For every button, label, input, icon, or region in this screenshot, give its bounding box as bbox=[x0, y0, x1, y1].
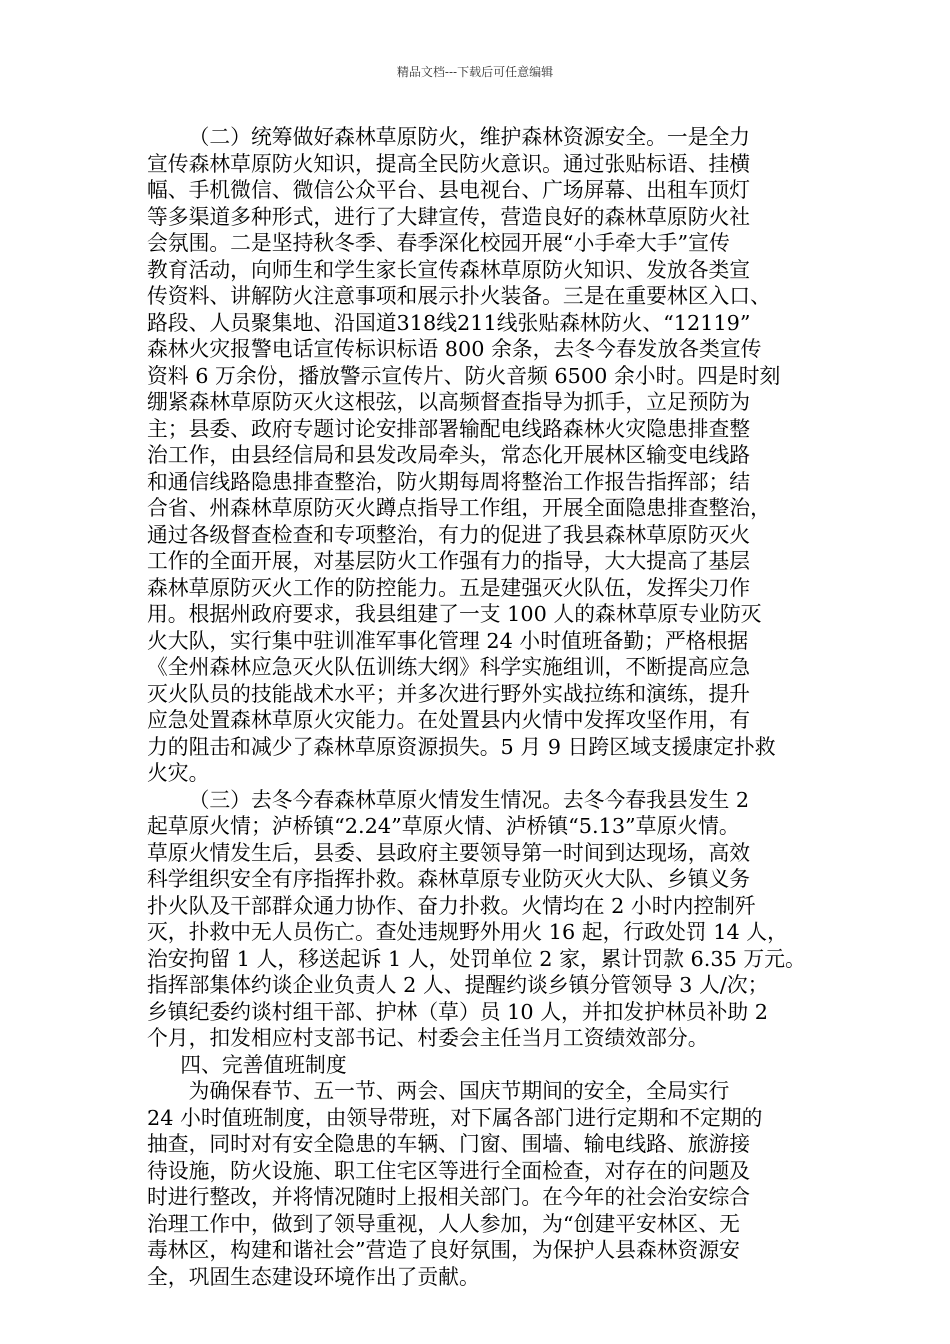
text-line: 等多渠道多种形式，进行了大肆宣传，营造良好的森林草原防火社 bbox=[147, 204, 751, 229]
page-header: 精品文档---下载后可任意编辑 bbox=[396, 65, 554, 79]
section-two-paragraph bbox=[147, 124, 827, 787]
text-line: 森林火灾报警电话宣传标识标语 800 余条，去冬今春发放各类宣传 bbox=[147, 337, 762, 361]
text-line: 抽查，同时对有安全隐患的车辆、门窗、围墙、输电线路、旅游接 bbox=[147, 1132, 751, 1156]
text-line: 草原火情发生后，县委、县政府主要领导第一时间到达现场，高效 bbox=[147, 840, 751, 865]
text-line: 灭火队员的技能战术水平；并多次进行野外实战拉练和演练，提升 bbox=[147, 681, 751, 706]
text-line: 治理工作中，做到了领导重视，人人参加，为“创建平安林区、无 bbox=[147, 1211, 740, 1236]
text-line: 绷紧森林草原防灭火这根弦，以高频督查指导为抓手，立足预防为 bbox=[147, 390, 751, 414]
text-line: 治安拘留 1 人，移送起诉 1 人，处罚单位 2 家，累计罚款 6.35 万元。 bbox=[147, 946, 806, 971]
text-line: 毒林区，构建和谐社会”营造了良好氛围，为保护人县森林资源安 bbox=[147, 1238, 740, 1262]
text-line: 森林草原防灭火工作的防控能力。五是建强灭火队伍，发挥尖刀作 bbox=[147, 575, 751, 600]
text-line: 起草原火情；泸桥镇“2.24”草原火情、泸桥镇“5.13”草原火情。 bbox=[147, 814, 740, 838]
text-line: 时进行整改，并将情况随时上报相关部门。在今年的社会治安综合 bbox=[147, 1185, 751, 1209]
text-line: 主；县委、政府专题讨论安排部署输配电线路森林火灾隐患排查整 bbox=[147, 416, 751, 441]
section-four bbox=[147, 1052, 827, 1291]
text-line: 幅、手机微信、微信公众平台、县电视台、广场屏幕、出租车顶灯 bbox=[147, 178, 751, 202]
text-line: 应急处置森林草原火灾能力。在处置县内火情中发挥攻坚作用，有 bbox=[147, 708, 751, 732]
text-line: 24 小时值班制度，由领导带班，对下属各部门进行定期和不定期的 bbox=[147, 1105, 763, 1130]
text-line: 个月，扣发相应村支部书记、村委会主任当月工资绩效部分。 bbox=[147, 1026, 709, 1050]
text-line: 力的阻击和减少了森林草原资源损失。5 月 9 日跨区域支援康定扑救 bbox=[147, 734, 776, 759]
text-line: 火大队，实行集中驻训准军事化管理 24 小时值班备勤；严格根据 bbox=[147, 628, 749, 653]
text-line: 宣传森林草原防火知识，提高全民防火意识。通过张贴标语、挂横 bbox=[147, 151, 751, 176]
text-line: 全，巩固生态建设环境作出了贡献。 bbox=[147, 1264, 480, 1289]
text-line: 科学组织安全有序指挥扑救。森林草原专业防灭火大队、乡镇义务 bbox=[147, 867, 751, 891]
text-line: 路段、人员聚集地、沿国道318线211线张贴森林防火、“12119” bbox=[147, 310, 751, 335]
text-line: 教育活动，向师生和学生家长宣传森林草原防火知识、发放各类宣 bbox=[147, 257, 751, 282]
text-line: 灭，扑救中无人员伤亡。查处违规野外用火 16 起，行政处罚 14 人， bbox=[147, 920, 788, 944]
text-line: 乡镇纪委约谈村组干部、护林（草）员 10 人，并扣发护林员补助 2 bbox=[147, 999, 769, 1024]
text-line: （二）统筹做好森林草原防火，维护森林资源安全。一是全力 bbox=[188, 125, 751, 149]
text-line: 待设施，防火设施、职工住宅区等进行全面检查，对存在的问题及 bbox=[147, 1158, 751, 1183]
section-three-paragraph bbox=[147, 787, 827, 1052]
text-line: 火灾。 bbox=[147, 761, 210, 785]
text-line: 为确保春节、五一节、两会、国庆节期间的安全，全局实行 bbox=[188, 1079, 730, 1103]
text-line: 指挥部集体约谈企业负责人 2 人、提醒约谈乡镇分管领导 3 人/次； bbox=[147, 973, 769, 997]
text-line: 资料 6 万余份，播放警示宣传片、防火音频 6500 余小时。四是时刻 bbox=[147, 363, 781, 388]
text-line: 用。根据州政府要求，我县组建了一支 100 人的森林草原专业防灭 bbox=[147, 602, 762, 626]
text-line: 扑火队及干部群众通力协作、奋力扑救。火情均在 2 小时内控制歼 bbox=[147, 893, 756, 918]
text-line: 会氛围。二是坚持秋冬季、春季深化校园开展“小手牵大手”宣传 bbox=[147, 231, 730, 255]
text-line: 《全州森林应急灭火队伍训练大纲》科学实施组训，不断提高应急 bbox=[147, 655, 751, 679]
text-line: （三）去冬今春森林草原火情发生情况。去冬今春我县发生 2 bbox=[188, 787, 750, 812]
text-line: 通过各级督查检查和专项整治，有力的促进了我县森林草原防灭火 bbox=[147, 522, 751, 547]
text-line: 和通信线路隐患排查整治，防火期每周将整治工作报告指挥部；结 bbox=[147, 469, 751, 494]
document-body bbox=[147, 124, 827, 1290]
section-four-heading: 四、完善值班制度 bbox=[180, 1052, 347, 1077]
text-line: 传资料、讲解防火注意事项和展示扑火装备。三是在重要林区入口、 bbox=[147, 284, 771, 308]
text-line: 工作的全面开展，对基层防火工作强有力的指导，大大提高了基层 bbox=[147, 549, 751, 573]
text-line: 合省、州森林草原防灭火蹲点指导工作组，开展全面隐患排查整治， bbox=[147, 496, 771, 520]
text-line: 治工作，由县经信局和县发改局牵头，常态化开展林区输变电线路 bbox=[147, 443, 751, 467]
